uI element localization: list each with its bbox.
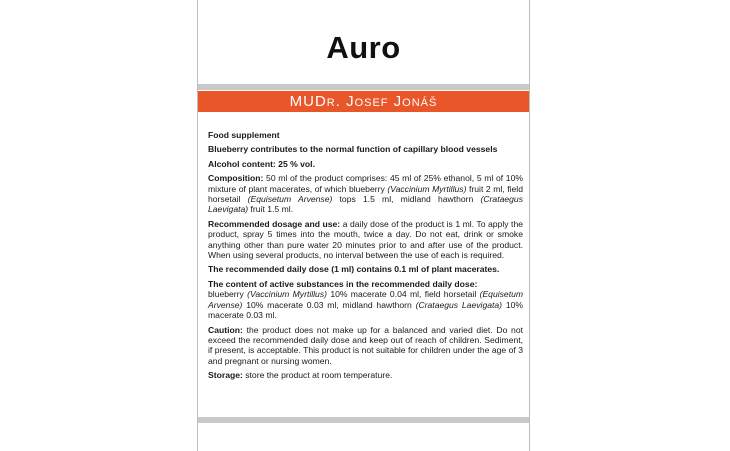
caution-label: Caution: <box>208 324 243 335</box>
dosage-text: a daily dose of the product is 1 ml. To apply the product, spray 5 times into the mouth, twice a day. Do not eat, drink or smoke anything other than pure water 20 minutes prior to and after use of the product. When using several products, no interval between the use of each is required. <box>208 218 523 261</box>
health-claim: Blueberry contributes to the normal function of capillary blood vessels <box>208 144 498 155</box>
storage-label: Storage: <box>208 370 243 381</box>
caution-text: the product does not make up for a balanced and varied diet. Do not exceed the recommended daily dose and keep out of reach of children. Sediment, if present, is acceptable. This product is not suitable for children under the age of 3 and pregnant or nursing women. <box>208 324 523 366</box>
composition-text: fruit 2 ml, field horsetail <box>208 183 523 205</box>
active-text: 10% macerate 0.03 ml, midland hawthorn <box>246 299 412 310</box>
latin-name: (Crataegus Laevigata) <box>208 194 523 215</box>
maker-banner: MUDr. Josef Jonáš <box>198 91 529 112</box>
dosage-paragraph <box>208 219 523 261</box>
latin-name: (Equisetum Arvense) <box>208 289 524 310</box>
caution-paragraph <box>208 325 523 367</box>
bottom-divider-band <box>198 417 529 423</box>
top-divider-band <box>198 84 529 90</box>
latin-name: (Vaccinium Myrtillus) <box>387 183 467 194</box>
daily-dose-note: The recommended daily dose (1 ml) contains 0.1 ml of plant macerates. <box>208 264 500 275</box>
alcohol-content: Alcohol content: 25 % vol. <box>208 158 315 169</box>
dosage-label: Recommended dosage and use: <box>208 218 341 229</box>
food-supplement-heading: Food supplement <box>208 130 280 140</box>
composition-label: Composition: <box>208 173 264 184</box>
storage-text: store the product at room temperature. <box>245 370 393 381</box>
active-substances-label: The content of active substances in the recommended daily dose: <box>208 278 478 289</box>
product-name: Auro <box>326 30 401 65</box>
latin-name: (Crataegus Laevigata) <box>415 299 503 310</box>
latin-name: (Vaccinium Myrtillus) <box>247 289 327 300</box>
active-substances-paragraph <box>208 279 523 321</box>
composition-text: tops 1.5 ml, midland hawthorn <box>339 194 474 205</box>
composition-text: 50 ml of the product comprises: 45 ml of 25% ethanol, 5 ml of 10% mixture of plant macerates, of which blueberry <box>208 173 524 194</box>
label-text <box>208 130 523 385</box>
storage-paragraph <box>208 370 523 380</box>
latin-name: (Equisetum Arvense) <box>247 194 333 205</box>
product-label <box>197 0 530 451</box>
active-text: 10% macerate 0.03 ml. <box>208 299 524 321</box>
active-text: 10% macerate 0.04 ml, field horsetail <box>330 289 477 300</box>
composition-paragraph <box>208 173 523 215</box>
composition-text: fruit 1.5 ml. <box>250 204 294 215</box>
active-text: blueberry <box>208 289 244 300</box>
